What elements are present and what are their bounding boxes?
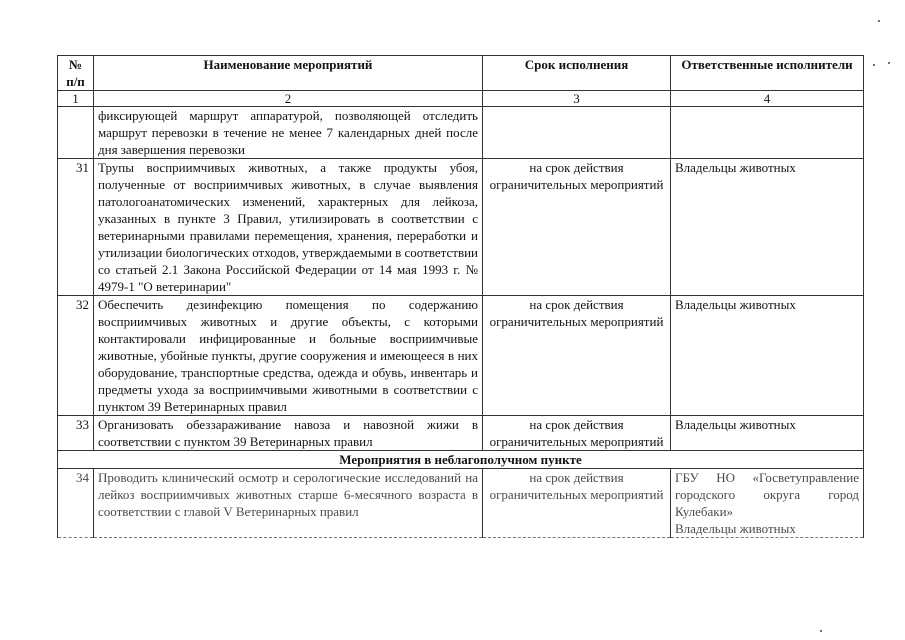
table-row — [58, 296, 864, 416]
row-term: на срок действия ограничительных мероприятий — [483, 159, 671, 296]
row-term: на срок действия ограничительных мероприятий — [483, 416, 671, 451]
row-measure-text: Проводить клинический осмотр и серологические исследований на лейкоз восприимчивых животных старше 6-месячного возраста в соответствии с главой V Ветеринарных правил — [94, 469, 483, 538]
header-term: Срок исполнения — [483, 56, 671, 91]
row-measure-text: Организовать обеззараживание навоза и навозной жижи в соответствии с пунктом 39 Ветеринарных правил — [94, 416, 483, 451]
row-term: на срок действия ограничительных мероприятий — [483, 469, 671, 538]
row-measure-text: фиксирующей маршрут аппаратурой, позволяющей отследить маршрут перевозки в течение не менее 7 календарных дней после дня завершения перевозки — [94, 107, 483, 159]
column-number-3: 3 — [483, 91, 671, 107]
table-row — [58, 416, 864, 451]
table-row — [58, 159, 864, 296]
responsible-owners: Владельцы животных — [675, 521, 796, 536]
measures-table — [57, 55, 864, 538]
scan-speck — [873, 64, 875, 66]
row-responsible: Владельцы животных — [671, 159, 864, 296]
row-number: 33 — [58, 416, 94, 451]
section-title: Мероприятия в неблагополучном пункте — [58, 451, 864, 469]
header-number: № п/п — [58, 56, 94, 91]
section-row — [58, 451, 864, 469]
row-responsible: Владельцы животных — [671, 296, 864, 416]
column-number-1: 1 — [58, 91, 94, 107]
table-row — [58, 469, 864, 538]
row-number: 31 — [58, 159, 94, 296]
scan-speck — [820, 630, 822, 632]
responsible-organization: ГБУ НО «Госветуправление городского округа город Кулебаки» — [675, 470, 859, 519]
row-responsible: Владельцы животных — [671, 416, 864, 451]
column-number-4: 4 — [671, 91, 864, 107]
scan-speck — [878, 20, 880, 22]
scan-speck — [888, 62, 890, 64]
header-responsible: Ответственные исполнители — [671, 56, 864, 91]
row-responsible — [671, 107, 864, 159]
row-measure-text: Трупы восприимчивых животных, а также продукты убоя, полученные от восприимчивых животных, в случае выявления патологоанатомических изменений, характерных для лейкоза, указанных в пункте 3 Правил, утилизировать в соответствии с ветеринарными правилами перемещения, хранения, переработки и утилизации биологических отходов, утверждаемыми в соответствии со статьей 2.1 Закона Российской Федерации от 14 мая 1993 г. № 4979-1 "О ветеринарии" — [94, 159, 483, 296]
row-responsible — [671, 469, 864, 538]
row-number — [58, 107, 94, 159]
row-term: на срок действия ограничительных мероприятий — [483, 296, 671, 416]
row-number: 32 — [58, 296, 94, 416]
header-measure-name: Наименование мероприятий — [94, 56, 483, 91]
row-term — [483, 107, 671, 159]
row-number: 34 — [58, 469, 94, 538]
column-number-row — [58, 91, 864, 107]
table-row-continuation — [58, 107, 864, 159]
column-number-2: 2 — [94, 91, 483, 107]
row-measure-text: Обеспечить дезинфекцию помещения по содержанию восприимчивых животных и другие объекты, с которыми контактировали инфицированные и больные восприимчивые животные, убойные пункты, другие сооружения и имеющееся в них оборудование, транспортные средства, одежда и обувь, инвентарь и предметы ухода за восприимчивыми животными в соответствии с пунктом 39 Ветеринарных правил — [94, 296, 483, 416]
